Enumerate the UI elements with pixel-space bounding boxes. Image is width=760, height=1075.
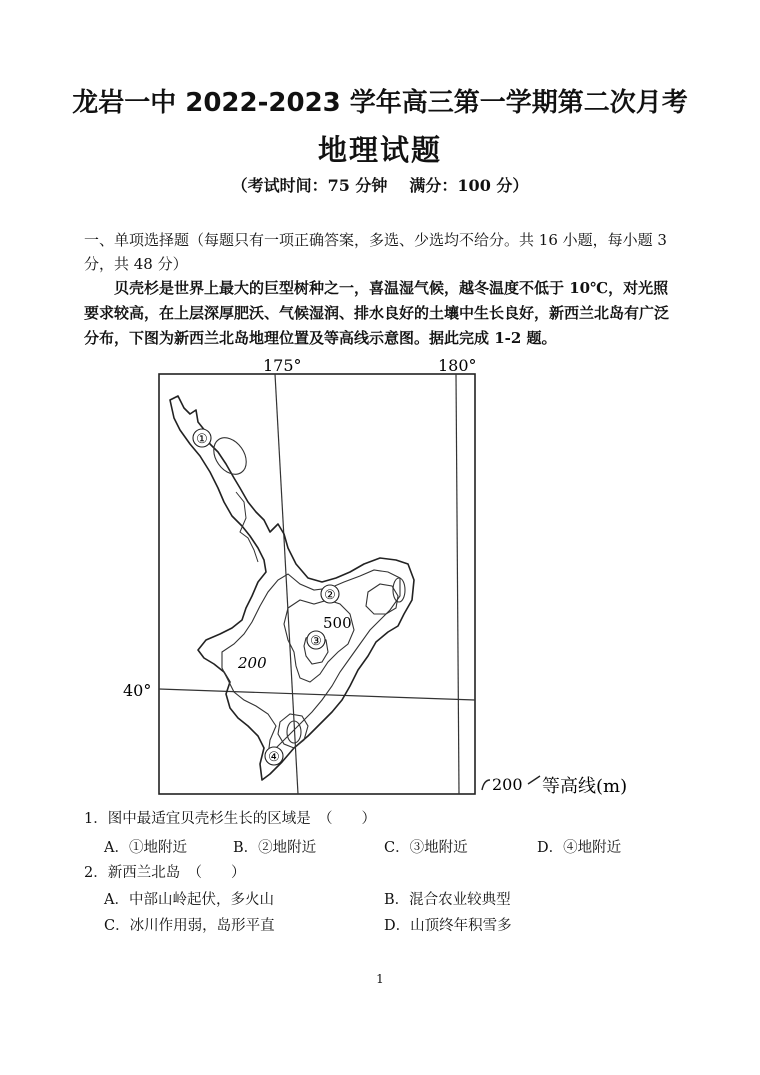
q1-option-b: B．②地附近 — [233, 840, 317, 856]
q2-option-d: D．山顶终年积雪多 — [384, 918, 512, 934]
q2-option-c: C．冰川作用弱，岛形平直 — [104, 918, 275, 934]
marker-2-label: ② — [324, 588, 336, 603]
legend-value: 200 — [492, 775, 523, 794]
coastline — [170, 396, 414, 780]
page-number: 1 — [376, 972, 384, 986]
exam-title: 龙岩一中 2022-2023 学年高三第一学期第二次月考 — [72, 88, 688, 118]
contour-label-200: 200 — [238, 654, 267, 672]
contour-north-fragment — [236, 492, 258, 562]
north-island-map — [118, 352, 718, 806]
lon-label-175: 175° — [263, 356, 302, 375]
question-passage: 贝壳杉是世界上最大的巨型树种之一，喜温湿气候，越冬温度不低于 10℃，对光照要求较高，在上层深厚肥沃、气候湿润、排水良好的土壤中生长良好，新西兰北岛有广泛分布，下图为新西兰北岛地理位置及等高线示意图。据此完成 1-2 题。 — [84, 279, 670, 347]
marker-1-label: ① — [196, 432, 208, 447]
marker-3-label: ③ — [310, 634, 322, 649]
legend-text: 等高线(m) — [542, 776, 628, 797]
lon-label-180: 180° — [438, 356, 477, 375]
q1-option-c: C．③地附近 — [384, 840, 468, 856]
legend-line-right — [528, 776, 540, 784]
parallel-40 — [159, 689, 475, 700]
lat-label-40: 40° — [123, 681, 152, 700]
marker-4-label: ④ — [268, 750, 280, 765]
question-1-stem: 1．图中最适宜贝壳杉生长的区域是 （ ） — [84, 811, 376, 827]
exam-info — [0, 173, 760, 196]
question-2-stem: 2．新西兰北岛 （ ） — [84, 865, 246, 881]
q2-option-a: A．中部山岭起伏，多火山 — [104, 892, 274, 908]
q1-option-a: A．①地附近 — [104, 840, 187, 856]
q1-option-d: D．④地附近 — [537, 840, 622, 856]
section-heading: 一、单项选择题（每题只有一项正确答案，多选、少选均不给分。共 16 小题，每小题 3 分，共 48 分） — [84, 231, 667, 273]
q2-option-b: B．混合农业较典型 — [384, 892, 511, 908]
exam-score: 满分：100 分） — [409, 176, 529, 195]
contour-label-500: 500 — [323, 614, 352, 632]
exam-subject-title: 地理试题 — [317, 133, 442, 167]
meridian-180 — [456, 374, 459, 794]
legend-line-left — [482, 780, 490, 790]
contour-near-1 — [207, 432, 253, 481]
exam-time: （考试时间：75 分钟 — [231, 176, 388, 195]
